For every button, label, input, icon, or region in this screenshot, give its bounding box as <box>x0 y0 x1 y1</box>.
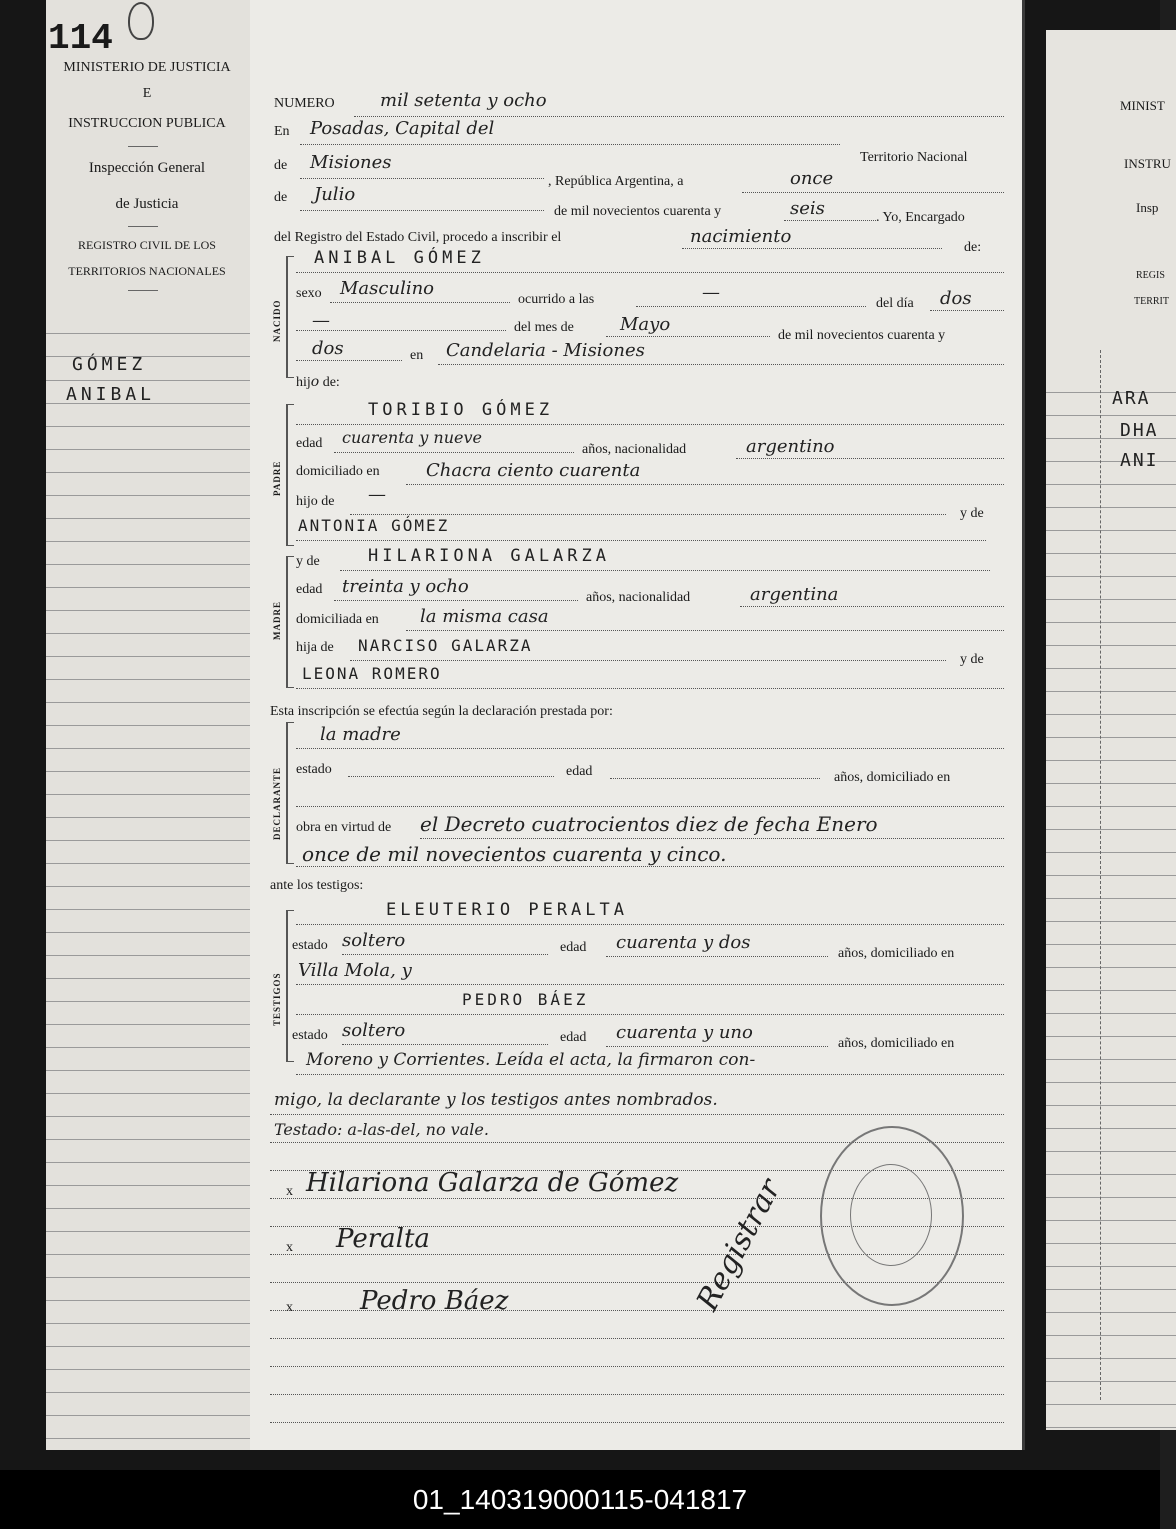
numero-line <box>354 116 1004 117</box>
mother-father-line <box>350 660 946 661</box>
witness2-age-value: cuarenta y uno <box>616 1022 753 1043</box>
mother-nat-line <box>740 606 1004 607</box>
w2-estado-line <box>342 1044 548 1045</box>
month-line <box>300 210 544 211</box>
mother-name-line <box>340 570 990 571</box>
w1-edad-line <box>606 956 828 957</box>
w1-estado-label: estado <box>292 938 328 953</box>
nacido-brace <box>286 256 294 378</box>
decree-rule-2 <box>296 866 1004 867</box>
header-rule-3 <box>128 290 158 291</box>
father-hijo-de-label: hijo de <box>296 494 335 509</box>
sig-mark-2: x <box>286 1240 293 1255</box>
sexo-value: Masculino <box>340 278 435 299</box>
mes-value: Mayo <box>620 314 671 335</box>
anio-line <box>296 360 402 361</box>
en-label-2: en <box>410 348 424 363</box>
witness2-estado-value: soltero <box>342 1020 406 1041</box>
official-seal-inner-icon <box>850 1164 932 1266</box>
closing-line-2: migo, la declarante y los testigos antes nombrados. <box>274 1090 718 1110</box>
lugar-line <box>438 364 1004 365</box>
witness1-estado-value: soltero <box>342 930 406 951</box>
w2-estado-label: estado <box>292 1028 328 1043</box>
father-nat-value: argentino <box>746 436 835 457</box>
hijo-prefix: hij <box>296 375 311 390</box>
sig-rule-10 <box>270 1422 1004 1423</box>
closing-rule-2 <box>270 1114 1004 1115</box>
del-dia-label: del día <box>876 296 914 311</box>
facing-name-1: ARA <box>1112 388 1151 409</box>
territorio-label: Territorio Nacional <box>860 150 968 165</box>
witness2-name-value: PEDRO BÁEZ <box>462 990 589 1009</box>
facing-registry-2: TERRIT <box>1134 296 1169 307</box>
inscribir-value: nacimiento <box>690 226 792 247</box>
witness2-name-line <box>296 1014 1004 1015</box>
facing-registry-1: REGIS <box>1136 270 1165 281</box>
father-dom-value: Chacra ciento cuarenta <box>426 460 641 481</box>
inspection-line-1: Inspección General <box>88 160 206 176</box>
facing-instruction: INSTRU <box>1124 156 1171 171</box>
decl-dom-line-1 <box>296 806 1004 807</box>
page-number: 114 <box>48 18 113 59</box>
esta-inscripcion-label: Esta inscripción se efectúa según la declaración prestada por: <box>270 704 613 719</box>
mother-mother-value: LEONA ROMERO <box>302 664 442 683</box>
decree-rule-1 <box>420 838 1004 839</box>
child-name-line <box>296 272 1004 273</box>
sexo-line <box>330 302 510 303</box>
coat-of-arms-icon <box>128 2 154 40</box>
mother-father-value: NARCISO GALARZA <box>358 636 533 655</box>
mother-dom-line <box>406 630 1004 631</box>
inscribir-line <box>682 248 942 249</box>
sig-rule-9 <box>270 1394 1004 1395</box>
mother-hija-de-label: hija de <box>296 640 334 655</box>
ministry-line-3: INSTRUCCION PUBLICA <box>68 116 226 131</box>
father-mother-line <box>296 540 986 541</box>
mother-dom-value: la misma casa <box>420 606 549 627</box>
mother-mother-line <box>296 688 1004 689</box>
decree-line-2: once de mil novecientos cuarenta y cinco. <box>302 842 727 866</box>
header-rule-1 <box>128 146 158 147</box>
margin-given-name: ANIBAL <box>66 384 156 405</box>
en-value: Posadas, Capital del <box>310 118 495 139</box>
madre-brace <box>286 556 294 688</box>
left-margin-column <box>46 0 252 1450</box>
y-de-label-2: y de <box>296 554 320 569</box>
hijo-suffix: o <box>310 374 320 390</box>
padre-label: PADRE <box>272 460 282 496</box>
mother-edad-label: edad <box>296 582 323 597</box>
decl-anos-dom-label: años, domiciliado en <box>834 770 951 785</box>
anio-value: dos <box>312 338 344 359</box>
facing-inspection: Insp <box>1136 200 1159 215</box>
father-dom-label: domiciliado en <box>296 464 380 479</box>
decl-estado-label: estado <box>296 762 332 777</box>
signature-3: Pedro Báez <box>360 1286 509 1316</box>
decree-line-1: el Decreto cuatrocientos diez de fecha Enero <box>420 812 878 836</box>
numero-value: mil setenta y ocho <box>380 90 547 111</box>
yo-encargado-label: . Yo, Encargado <box>876 210 965 225</box>
del-mes-label: del mes de <box>514 320 574 335</box>
a-day-value: once <box>790 168 834 189</box>
de-colon-label: de: <box>964 240 982 255</box>
nacido-label: NACIDO <box>272 299 282 342</box>
de-label: de <box>274 158 288 173</box>
hijo-label <box>296 374 340 391</box>
witness2-dom-value: Moreno y Corrientes. Leída el acta, la firmaron con- <box>306 1050 756 1070</box>
de-mil-label: de mil novecientos cuarenta y <box>554 204 722 219</box>
declarant-line <box>296 748 1004 749</box>
mes-line <box>606 336 770 337</box>
witness1-dom-value: Villa Mola, y <box>298 960 412 981</box>
numero-label: NUMERO <box>274 96 335 111</box>
child-name-value: ANIBAL GÓMEZ <box>314 248 485 268</box>
decl-estado-line <box>348 776 554 777</box>
witness1-name-value: ELEUTERIO PERALTA <box>386 900 628 920</box>
declarante-label: DECLARANTE <box>272 766 282 840</box>
w1-anos-dom-label: años, domiciliado en <box>838 946 955 961</box>
mother-name-value: HILARIONA GALARZA <box>368 546 610 566</box>
hora-line <box>636 306 866 307</box>
dia-mark-value: — <box>312 310 330 331</box>
margin-surname: GÓMEZ <box>72 354 147 375</box>
facing-page-header <box>1046 30 1176 360</box>
en-label: En <box>274 124 290 139</box>
mother-age-value: treinta y ocho <box>342 576 469 597</box>
registry-line-1: REGISTRO CIVIL DE LOS <box>78 238 216 252</box>
mother-nat-value: argentina <box>750 584 839 605</box>
facing-ministry: MINIST <box>1120 98 1165 113</box>
mother-dom-label: domiciliada en <box>296 612 379 627</box>
w2-edad-line <box>606 1046 828 1047</box>
ante-testigos-label: ante los testigos: <box>270 878 364 893</box>
closing-line-3: Testado: a-las-del, no vale. <box>274 1120 489 1139</box>
father-nat-line <box>736 458 1004 459</box>
w2-anos-dom-label: años, domiciliado en <box>838 1036 955 1051</box>
header-rule-2 <box>128 226 158 227</box>
w1-edad-label: edad <box>560 940 587 955</box>
dia-mark-line <box>296 330 506 331</box>
facing-name-2: DHA <box>1120 420 1159 441</box>
y-de-label-1: y de <box>960 506 984 521</box>
signature-2: Peralta <box>336 1224 430 1254</box>
sig-rule-8 <box>270 1366 1004 1367</box>
declarant-value: la madre <box>320 724 401 745</box>
de-place-value: Misiones <box>310 152 392 173</box>
father-anos-nac-label: años, nacionalidad <box>582 442 687 457</box>
sig-rule-7 <box>270 1338 1004 1339</box>
decl-edad-line <box>610 778 820 779</box>
witness1-age-value: cuarenta y dos <box>616 932 751 953</box>
registro-label: del Registro del Estado Civil, procedo a inscribir el <box>274 230 562 245</box>
registry-line-2: TERRITORIOS NACIONALES <box>68 264 226 278</box>
ministry-line-1: MINISTERIO DE JUSTICIA <box>63 60 231 75</box>
inspection-line-2: de Justicia <box>115 196 179 212</box>
de-mil-cuarenta-label: de mil novecientos cuarenta y <box>778 328 946 343</box>
w1-dom-line <box>296 984 1004 985</box>
father-dom-line <box>406 484 1004 485</box>
de-line <box>300 178 544 179</box>
decl-edad-label: edad <box>566 764 593 779</box>
a-day-line <box>742 192 1004 193</box>
sig-mark-1: x <box>286 1184 293 1199</box>
de-label-2: de <box>274 190 288 205</box>
declarante-brace <box>286 722 294 864</box>
hijo-de-colon: de: <box>322 375 340 390</box>
hora-value: — <box>702 282 720 303</box>
father-parent-line <box>350 514 946 515</box>
w2-dom-line <box>296 1074 1004 1075</box>
father-edad-label: edad <box>296 436 323 451</box>
facing-page-margin-rule <box>1100 350 1102 1400</box>
witness1-name-line <box>296 924 1004 925</box>
year-suffix-value: seis <box>790 198 825 219</box>
ocurrido-label: ocurrido a las <box>518 292 595 307</box>
mother-anos-nac-label: años, nacionalidad <box>586 590 691 605</box>
w2-edad-label: edad <box>560 1030 587 1045</box>
sexo-label: sexo <box>296 286 322 301</box>
signature-4: Registrar <box>690 1173 789 1317</box>
signature-1: Hilariona Galarza de Gómez <box>306 1168 679 1198</box>
month-value: Julio <box>314 184 356 205</box>
father-name-line <box>296 424 1004 425</box>
ministry-line-2: E <box>142 86 152 101</box>
image-id-footer: 01_140319000115-041817 <box>0 1470 1160 1529</box>
w1-estado-line <box>342 954 548 955</box>
father-name-value: TORIBIO GÓMEZ <box>368 400 554 420</box>
father-parent-mark: — <box>368 484 386 505</box>
testigos-label: TESTIGOS <box>272 972 282 1026</box>
father-mother-value: ANTONIA GÓMEZ <box>298 516 450 535</box>
y-de-label-3: y de <box>960 652 984 667</box>
sig-mark-3: x <box>286 1300 293 1315</box>
madre-label: MADRE <box>272 601 282 640</box>
republica-label: , República Argentina, a <box>548 174 684 189</box>
father-age-value: cuarenta y nueve <box>342 428 482 447</box>
birth-certificate-form <box>250 0 1025 1450</box>
mother-age-line <box>334 600 578 601</box>
father-age-line <box>334 452 574 453</box>
en-line <box>300 144 840 145</box>
year-suffix-line <box>784 220 876 221</box>
padre-brace <box>286 404 294 546</box>
facing-name-3: ANI <box>1120 450 1159 471</box>
dia-line <box>930 310 1004 311</box>
lugar-value: Candelaria - Misiones <box>446 340 645 361</box>
facing-page <box>1046 30 1176 1430</box>
dia-value: dos <box>940 288 972 309</box>
obra-virtud-label: obra en virtud de <box>296 820 392 835</box>
